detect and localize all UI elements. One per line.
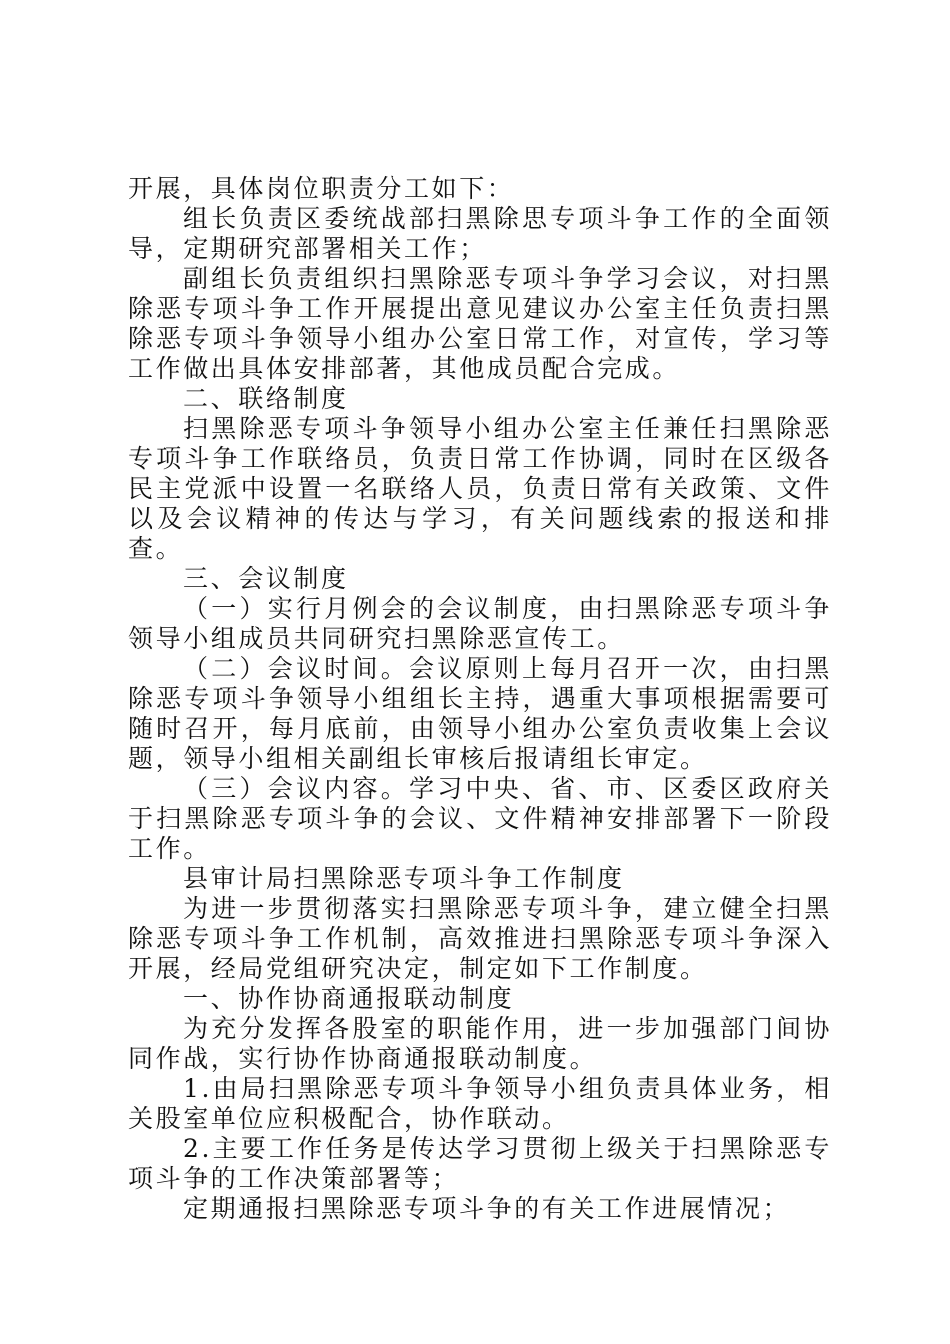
paragraph: （二）会议时间。会议原则上每月召开一次，由扫黑除恶专项斗争领导小组组长主持，遇重大事项根据需要可随时召开，每月底前，由领导小组办公室负责收集上会议题，领导小组相关副组长审核后报请组长审定。: [128, 654, 832, 773]
section-heading: 三、会议制度: [183, 564, 349, 593]
paragraph: 开展，具体岗位职责分工如下：: [128, 174, 515, 203]
document-title: 县审计局扫黑除恶专项斗争工作制度: [183, 864, 625, 893]
paragraph: （三）会议内容。学习中央、省、市、区委区政府关于扫黑除恶专项斗争的会议、文件精神安排部署下一阶段工作。: [128, 774, 832, 863]
paragraph: 为充分发挥各股室的职能作用，进一步加强部门间协同作战，实行协作协商通报联动制度。: [128, 1014, 832, 1073]
section-heading: 一、协作协商通报联动制度: [183, 984, 515, 1013]
paragraph: 扫黑除恶专项斗争领导小组办公室主任兼任扫黑除恶专项斗争工作联络员，负责日常工作协调，同时在区级各民主党派中设置一名联络人员，负责日常有关政策、文件以及会议精神的传达与学习，有关问题线索的报送和排查。: [128, 414, 832, 563]
paragraph: 组长负责区委统战部扫黑除思专项斗争工作的全面领导，定期研究部署相关工作；: [128, 204, 832, 263]
paragraph: 2.主要工作任务是传达学习贯彻上级关于扫黑除恶专项斗争的工作决策部署等；: [128, 1134, 832, 1193]
section-heading: 二、联络制度: [183, 384, 349, 413]
paragraph: 定期通报扫黑除恶专项斗争的有关工作进展情况；: [183, 1194, 791, 1223]
paragraph: 1.由局扫黑除恶专项斗争领导小组负责具体业务，相关股室单位应积极配合，协作联动。: [128, 1074, 832, 1133]
document-body: [128, 174, 832, 1224]
paragraph: 为进一步贯彻落实扫黑除恶专项斗争，建立健全扫黑除恶专项斗争工作机制，高效推进扫黑除恶专项斗争深入开展，经局党组研究决定，制定如下工作制度。: [128, 894, 832, 983]
paragraph: （一）实行月例会的会议制度，由扫黑除恶专项斗争领导小组成员共同研究扫黑除恶宣传工。: [128, 594, 832, 653]
paragraph: 副组长负责组织扫黑除恶专项斗争学习会议，对扫黑除恶专项斗争工作开展提出意见建议办公室主任负责扫黑除恶专项斗争领导小组办公室日常工作，对宣传，学习等工作做出具体安排部著，其他成员配合完成。: [128, 264, 832, 383]
